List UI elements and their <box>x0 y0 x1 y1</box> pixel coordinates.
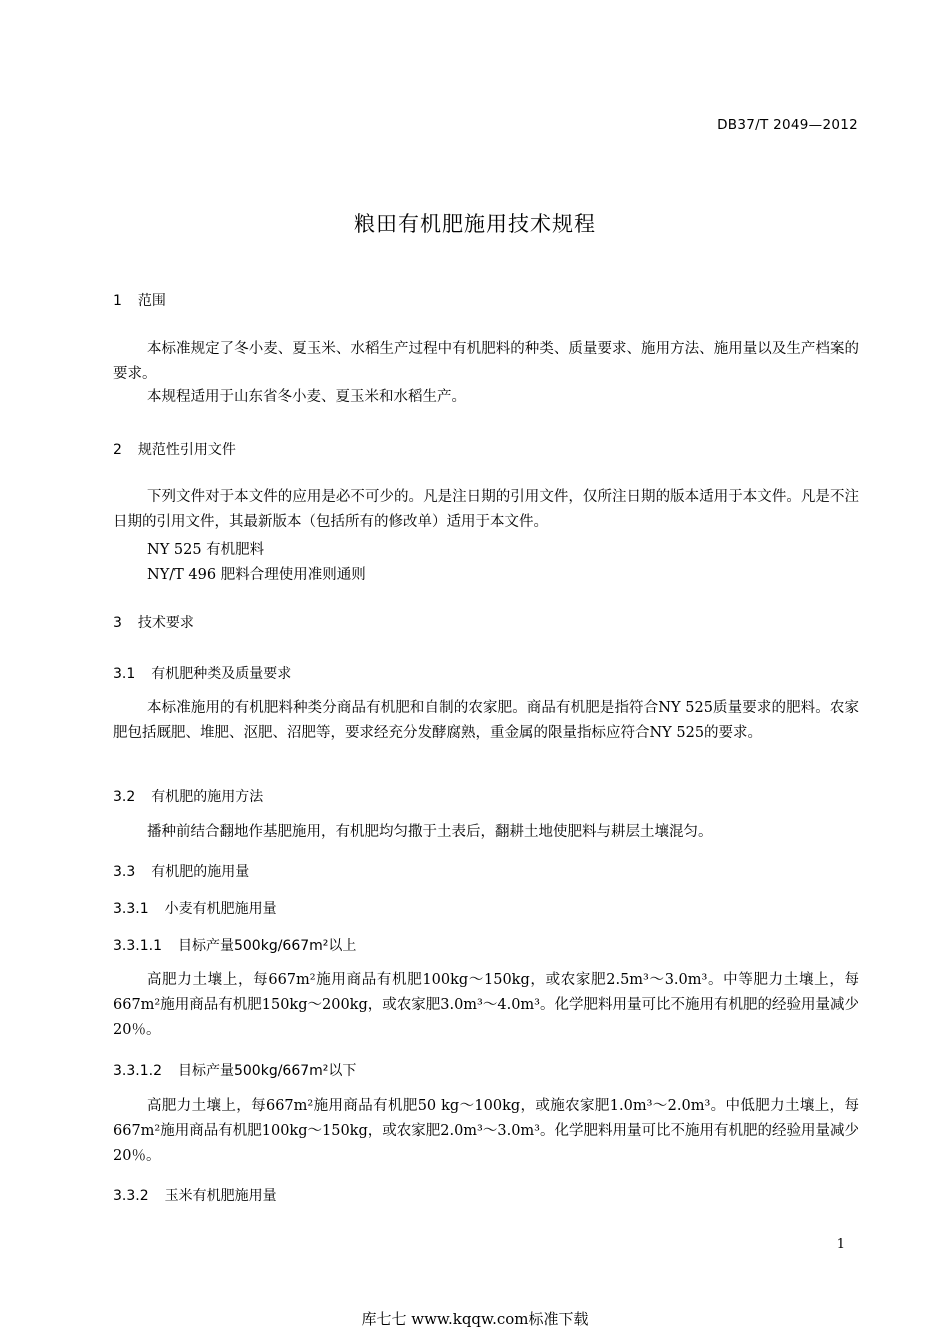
section-title: 有机肥的施用方法 <box>151 789 264 805</box>
section-3-heading <box>113 612 194 632</box>
section-number: 3 <box>113 615 122 631</box>
standard-code: DB37/T 2049—2012 <box>717 117 858 133</box>
section-3-3-1-1-paragraph: 高肥力土壤上，每667m²施用商品有机肥100kg～150kg，或农家肥2.5m³～3.0m³。中等肥力土壤上，每667m²施用商品有机肥150kg～200kg，或农家肥3.0m³～4.0m³。化学肥料用量可比不施用有机肥的经验用量减少20％。 <box>113 972 859 1038</box>
section-3-3-1-2-heading <box>113 1060 356 1080</box>
footer-watermark: 库七七 www.kqqw.com标准下载 <box>361 1310 589 1328</box>
section-2-paragraph-1: 下列文件对于本文件的应用是必不可少的。凡是注日期的引用文件，仅所注日期的版本适用于本文件。凡是不注日期的引用文件，其最新版本（包括所有的修改单）适用于本文件。 <box>113 489 859 530</box>
section-1-paragraph-2: 本规程适用于山东省冬小麦、夏玉米和水稻生产。 <box>147 389 466 405</box>
section-title: 有机肥的施用量 <box>151 864 250 880</box>
section-3-3-heading <box>113 861 249 881</box>
section-title: 技术要求 <box>137 615 194 631</box>
section-1-heading <box>113 290 166 310</box>
section-3-1-heading <box>113 663 291 683</box>
section-3-3-1-1-heading <box>113 935 356 955</box>
reference-ny525: NY 525 有机肥料 <box>147 542 265 558</box>
section-title: 范围 <box>137 293 166 309</box>
section-number: 3.3.1 <box>113 901 149 917</box>
section-title: 玉米有机肥施用量 <box>164 1188 277 1204</box>
section-title: 目标产量500kg/667m²以下 <box>177 1063 357 1079</box>
section-number: 1 <box>113 293 122 309</box>
section-number: 3.3 <box>113 864 136 880</box>
section-title: 有机肥种类及质量要求 <box>151 666 292 682</box>
section-3-2-heading <box>113 786 263 806</box>
page-number: 1 <box>836 1237 845 1252</box>
section-2-heading <box>113 439 236 459</box>
section-number: 3.3.2 <box>113 1188 149 1204</box>
section-title: 目标产量500kg/667m²以上 <box>177 938 357 954</box>
section-title: 规范性引用文件 <box>137 442 236 458</box>
reference-nyt496: NY/T 496 肥料合理使用准则通则 <box>147 567 366 583</box>
section-3-3-1-2-paragraph: 高肥力土壤上，每667m²施用商品有机肥50 kg～100kg，或施农家肥1.0m³～2.0m³。中低肥力土壤上，每667m²施用商品有机肥100kg～150kg，或农家肥2.0m³～3.0m³。化学肥料用量可比不施用有机肥的经验用量减少20％。 <box>113 1098 859 1164</box>
document-title: 粮田有机肥施用技术规程 <box>354 212 596 236</box>
section-title: 小麦有机肥施用量 <box>164 901 277 917</box>
section-number: 2 <box>113 442 122 458</box>
section-1-paragraph-1: 本标准规定了冬小麦、夏玉米、水稻生产过程中有机肥料的种类、质量要求、施用方法、施用量以及生产档案的要求。 <box>113 341 859 382</box>
section-number: 3.3.1.2 <box>113 1063 162 1079</box>
section-number: 3.3.1.1 <box>113 938 162 954</box>
section-3-3-2-heading <box>113 1185 277 1205</box>
section-3-1-paragraph: 本标准施用的有机肥料种类分商品有机肥和自制的农家肥。商品有机肥是指符合NY 525质量要求的肥料。农家肥包括厩肥、堆肥、沤肥、沼肥等，要求经充分发酵腐熟，重金属的限量指标应符合NY 525的要求。 <box>113 700 859 741</box>
section-3-2-paragraph: 播种前结合翻地作基肥施用，有机肥均匀撒于土表后，翻耕土地使肥料与耕层土壤混匀。 <box>147 824 713 840</box>
section-number: 3.1 <box>113 666 136 682</box>
section-number: 3.2 <box>113 789 136 805</box>
section-3-3-1-heading <box>113 898 277 918</box>
